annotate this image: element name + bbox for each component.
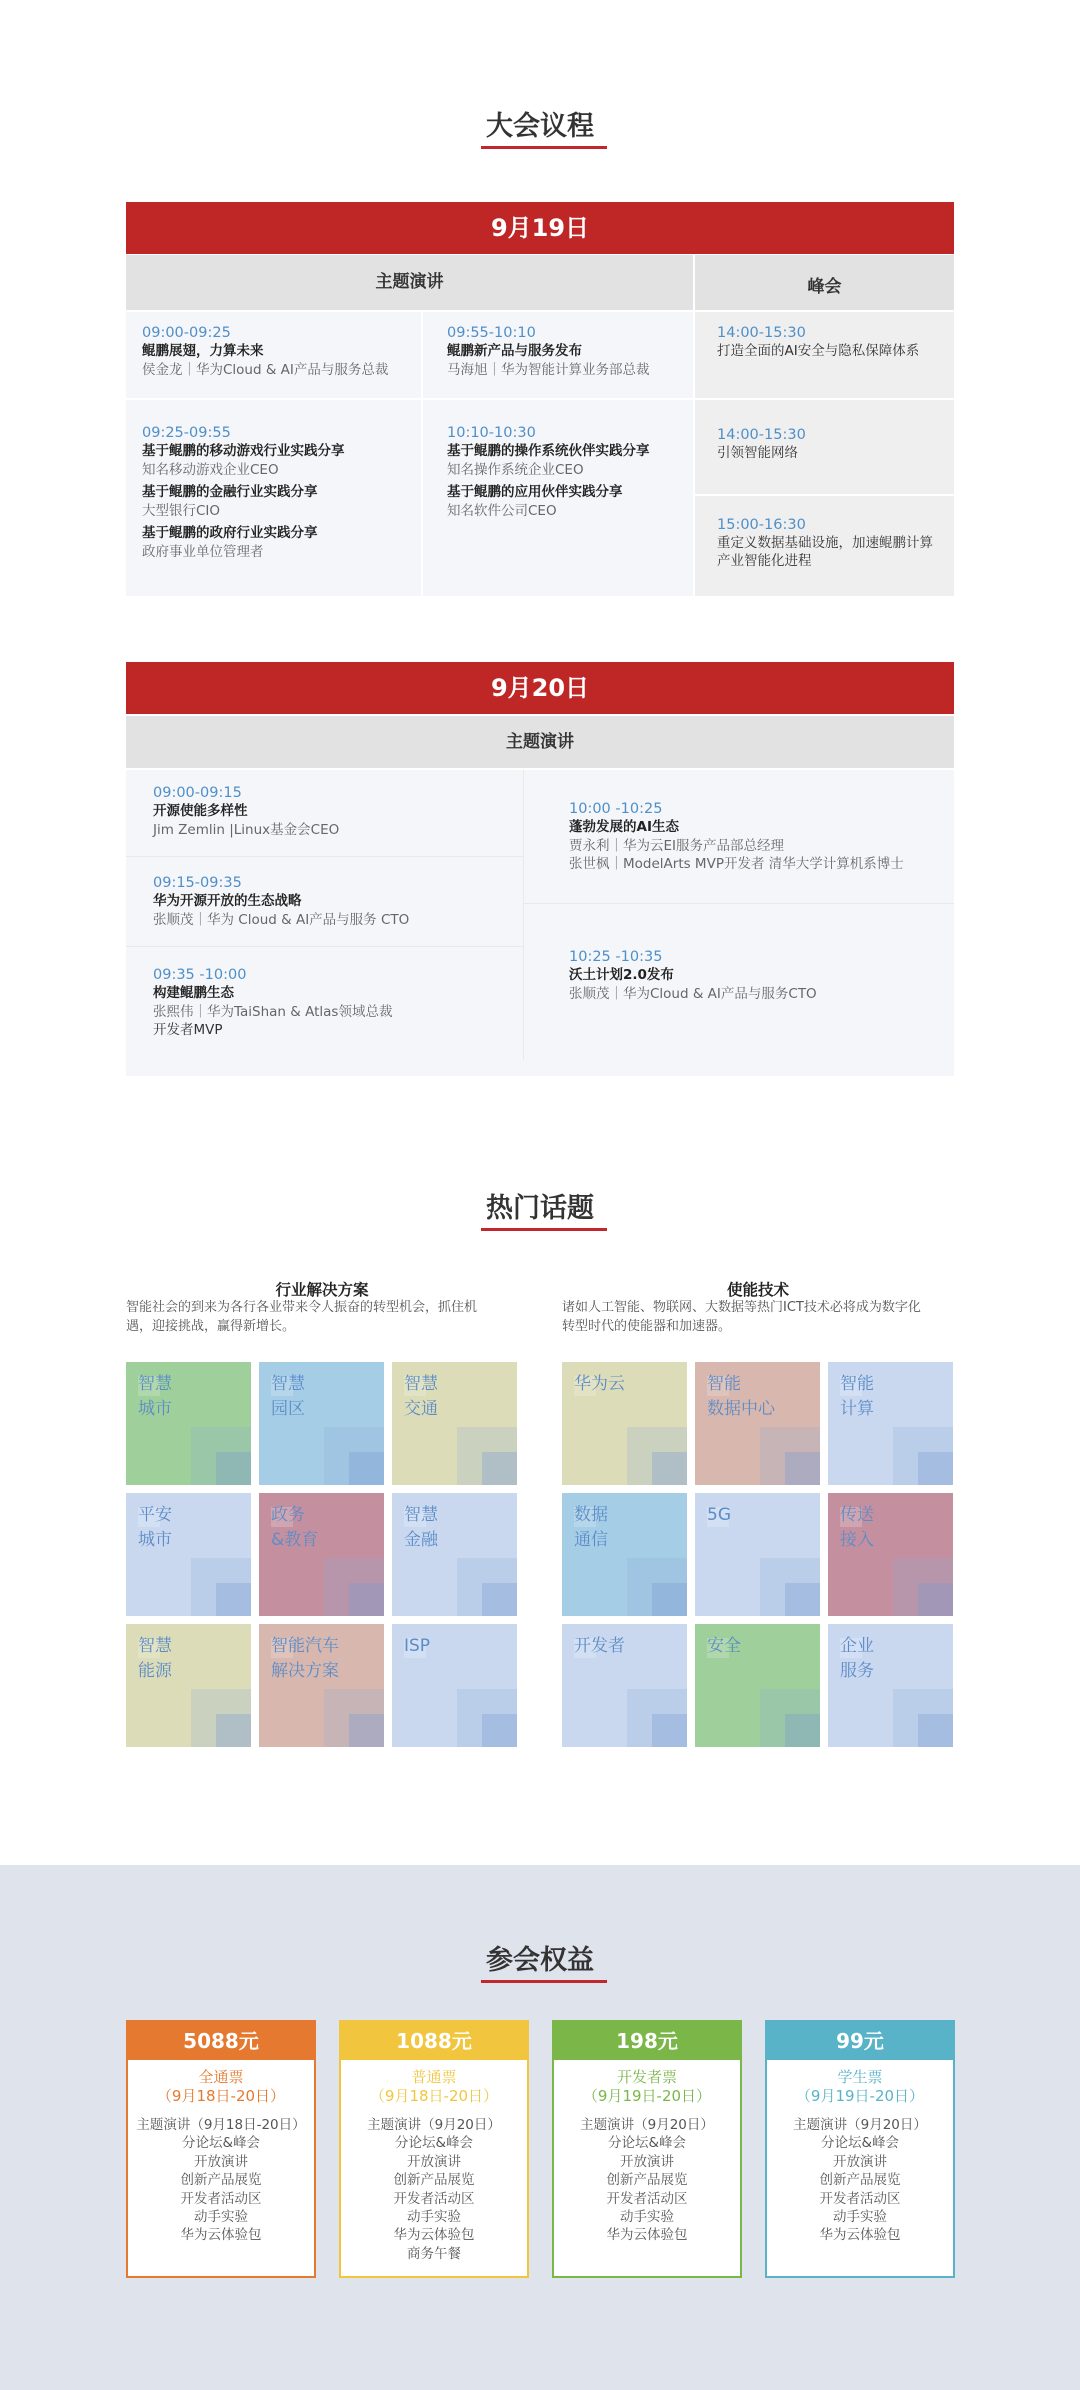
tile-decor bbox=[652, 1452, 687, 1485]
session-topic: 基于鲲鹏的金融行业实践分享 bbox=[142, 484, 318, 500]
tile-label: 华为云 bbox=[574, 1374, 625, 1394]
ticket-dates: （9月19日-20日） bbox=[795, 2087, 925, 2105]
topic-tile[interactable] bbox=[828, 1493, 953, 1616]
session-time: 09:15-09:35 bbox=[153, 875, 242, 891]
tile-label: 智能 数据中心 bbox=[707, 1374, 775, 1419]
day2-session bbox=[569, 948, 817, 1003]
session-topic: 引领智能网络 bbox=[717, 445, 798, 461]
topic-tile[interactable] bbox=[695, 1624, 820, 1747]
ticket-card[interactable] bbox=[552, 2020, 742, 2278]
tile-label: 开发者 bbox=[574, 1636, 625, 1656]
day1-session-cell bbox=[423, 312, 693, 398]
ticket-benefit-item: 创新产品展览 bbox=[819, 2172, 901, 2189]
session-speaker: 开发者MVP bbox=[153, 1022, 223, 1038]
day2-main-col-header: 主题演讲 bbox=[126, 716, 954, 768]
ticket-benefit-item: 开发者活动区 bbox=[606, 2190, 688, 2207]
ticket-benefit-item: 开放演讲 bbox=[407, 2153, 461, 2170]
tile-label: 智慧 交通 bbox=[404, 1374, 438, 1419]
agenda-title: 大会议程 bbox=[486, 111, 594, 142]
session-speaker: 知名操作系统企业CEO bbox=[447, 462, 584, 478]
tile-decor bbox=[918, 1714, 953, 1747]
tile-label: 5G bbox=[707, 1505, 731, 1525]
topic-tile[interactable] bbox=[562, 1624, 687, 1747]
session-speaker: 知名移动游戏企业CEO bbox=[142, 462, 279, 478]
ticket-benefit-item: 创新产品展览 bbox=[393, 2172, 475, 2189]
session-speaker: 贾永利｜华为云EI服务产品部总经理 bbox=[569, 838, 785, 854]
day1-summit-cell bbox=[695, 400, 954, 494]
tile-label: 平安 城市 bbox=[138, 1505, 172, 1550]
ticket-price: 5088元 bbox=[128, 2022, 314, 2060]
session-topic: 基于鲲鹏的应用伙伴实践分享 bbox=[447, 484, 623, 500]
session-speaker: 政府事业单位管理者 bbox=[142, 544, 264, 560]
session-time: 10:00 -10:25 bbox=[569, 801, 663, 817]
ticket-price: 198元 bbox=[554, 2022, 740, 2060]
session-speaker: 大型银行CIO bbox=[142, 503, 221, 519]
day1-session-cell bbox=[423, 400, 693, 596]
tile-decor bbox=[785, 1714, 820, 1747]
ticket-benefits-list bbox=[341, 2116, 527, 2263]
topic-tile[interactable] bbox=[259, 1362, 384, 1485]
enabling-tech-desc: 诸如人工智能、物联网、大数据等热门ICT技术必将成为数字化 转型时代的使能器和加速器。 bbox=[562, 1300, 921, 1334]
benefits-title: 参会权益 bbox=[486, 1945, 594, 1976]
topic-tile[interactable] bbox=[259, 1493, 384, 1616]
ticket-dates: （9月19日-20日） bbox=[582, 2087, 712, 2105]
ticket-card[interactable] bbox=[765, 2020, 955, 2278]
day2-session bbox=[153, 966, 392, 1039]
session-topic: 基于鲲鹏的操作系统伙伴实践分享 bbox=[447, 443, 650, 459]
tile-decor bbox=[216, 1452, 251, 1485]
session-speaker: 知名软件公司CEO bbox=[447, 503, 557, 519]
tile-label: 智能 计算 bbox=[840, 1374, 874, 1419]
tile-decor bbox=[652, 1583, 687, 1616]
ticket-benefits-list bbox=[767, 2116, 953, 2245]
topic-tile[interactable] bbox=[126, 1362, 251, 1485]
tile-decor bbox=[918, 1583, 953, 1616]
tile-decor bbox=[216, 1714, 251, 1747]
day2-divider bbox=[126, 946, 523, 947]
agenda-title-underline bbox=[481, 146, 607, 149]
day2-session bbox=[569, 800, 904, 873]
ticket-benefits-list bbox=[128, 2116, 314, 2245]
tile-decor bbox=[216, 1583, 251, 1616]
session-topic: 产业智能化进程 bbox=[717, 553, 812, 569]
tile-decor bbox=[785, 1583, 820, 1616]
session-topic: 沃土计划2.0发布 bbox=[569, 967, 674, 983]
ticket-benefit-item: 分论坛&峰会 bbox=[820, 2135, 900, 2152]
topic-tile[interactable] bbox=[259, 1624, 384, 1747]
session-topic: 基于鲲鹏的政府行业实践分享 bbox=[142, 525, 318, 541]
ticket-benefit-item: 主题演讲（9月20日） bbox=[580, 2117, 714, 2133]
day2-divider bbox=[126, 856, 523, 857]
tile-label: 企业 服务 bbox=[840, 1636, 874, 1681]
ticket-price: 99元 bbox=[767, 2022, 953, 2060]
session-time: 14:00-15:30 bbox=[717, 427, 806, 443]
tile-label: 政务 &教育 bbox=[271, 1505, 319, 1550]
topic-tile[interactable] bbox=[562, 1493, 687, 1616]
enabling-tech-title: 使能技术 bbox=[726, 1281, 789, 1299]
topics-title: 热门话题 bbox=[486, 1193, 594, 1224]
tile-label: 智能汽车 解决方案 bbox=[271, 1636, 339, 1681]
session-speaker: 张世枫｜ModelArts MVP开发者 清华大学计算机系博士 bbox=[569, 856, 904, 872]
session-topic: 蓬勃发展的AI生态 bbox=[569, 819, 679, 835]
ticket-benefit-item: 动手实验 bbox=[407, 2209, 461, 2226]
tile-label: 传送 接入 bbox=[840, 1505, 874, 1550]
ticket-benefit-item: 商务午餐 bbox=[407, 2245, 461, 2262]
ticket-price: 1088元 bbox=[341, 2022, 527, 2060]
session-time: 14:00-15:30 bbox=[717, 325, 806, 341]
topic-tile[interactable] bbox=[392, 1362, 517, 1485]
topic-tile[interactable] bbox=[126, 1624, 251, 1747]
topic-tile[interactable] bbox=[562, 1362, 687, 1485]
ticket-benefit-item: 开发者活动区 bbox=[180, 2190, 262, 2207]
session-time: 09:55-10:10 bbox=[447, 325, 536, 341]
tile-label: 安全 bbox=[707, 1636, 741, 1656]
day1-summit-col-header: 峰会 bbox=[695, 255, 954, 310]
day2-divider bbox=[524, 903, 954, 904]
day2-session bbox=[153, 784, 339, 839]
ticket-benefit-item: 创新产品展览 bbox=[180, 2172, 262, 2189]
ticket-benefits-list bbox=[554, 2116, 740, 2245]
session-topic: 重定义数据基础设施，加速鲲鹏计算 bbox=[717, 535, 933, 551]
ticket-dates: （9月18日-20日） bbox=[369, 2087, 499, 2105]
tile-label: ISP bbox=[404, 1636, 431, 1656]
benefits-title-underline bbox=[481, 1980, 607, 1983]
session-time: 10:10-10:30 bbox=[447, 425, 536, 441]
ticket-name: 普通票 bbox=[411, 2068, 457, 2086]
session-topic: 打造全面的AI安全与隐私保障体系 bbox=[717, 343, 920, 359]
session-speaker: 马海旭｜华为智能计算业务部总裁 bbox=[447, 362, 650, 378]
session-speaker: Jim Zemlin |Linux基金会CEO bbox=[153, 822, 340, 838]
tile-label: 数据 通信 bbox=[574, 1505, 608, 1550]
session-time: 10:25 -10:35 bbox=[569, 949, 663, 965]
day1-summit-cell bbox=[695, 496, 954, 596]
tile-decor bbox=[918, 1452, 953, 1485]
session-time: 15:00-16:30 bbox=[717, 517, 806, 533]
topics-title-underline bbox=[481, 1228, 607, 1231]
tile-decor bbox=[482, 1452, 517, 1485]
day1-session-cell bbox=[126, 312, 421, 398]
day1-date-header: 9月19日 bbox=[126, 202, 954, 254]
tile-decor bbox=[482, 1583, 517, 1616]
session-topic: 鲲鹏展翅，力算未来 bbox=[142, 343, 264, 359]
ticket-benefit-item: 动手实验 bbox=[833, 2209, 887, 2226]
tile-decor bbox=[349, 1583, 384, 1616]
ticket-benefit-item: 创新产品展览 bbox=[606, 2172, 688, 2189]
solutions-title: 行业解决方案 bbox=[275, 1281, 369, 1299]
day2-divider bbox=[523, 770, 524, 1060]
tile-label: 智慧 城市 bbox=[138, 1374, 172, 1419]
topic-tile[interactable] bbox=[392, 1624, 517, 1747]
ticket-name: 学生票 bbox=[837, 2068, 883, 2086]
ticket-benefit-item: 华为云体验包 bbox=[819, 2227, 901, 2244]
tile-decor bbox=[349, 1714, 384, 1747]
tile-decor bbox=[349, 1452, 384, 1485]
ticket-card[interactable] bbox=[339, 2020, 529, 2278]
session-time: 09:25-09:55 bbox=[142, 425, 231, 441]
day2-session bbox=[153, 874, 409, 929]
ticket-dates: （9月18日-20日） bbox=[156, 2087, 286, 2105]
ticket-benefit-item: 分论坛&峰会 bbox=[607, 2135, 687, 2152]
ticket-name: 开发者票 bbox=[616, 2068, 677, 2086]
solutions-desc: 智能社会的到来为各行各业带来令人振奋的转型机会，抓住机 遇，迎接挑战，赢得新增长。 bbox=[126, 1300, 478, 1334]
day2-date-header: 9月20日 bbox=[126, 662, 954, 714]
ticket-benefit-item: 开放演讲 bbox=[833, 2153, 887, 2170]
ticket-benefit-item: 主题演讲（9月20日） bbox=[367, 2117, 501, 2133]
topic-tile[interactable] bbox=[828, 1624, 953, 1747]
ticket-benefit-item: 主题演讲（9月20日） bbox=[793, 2117, 927, 2133]
ticket-benefit-item: 开放演讲 bbox=[620, 2153, 674, 2170]
ticket-benefit-item: 动手实验 bbox=[620, 2209, 674, 2226]
tile-label: 智慧 金融 bbox=[404, 1505, 438, 1550]
session-time: 09:35 -10:00 bbox=[153, 967, 247, 983]
ticket-benefit-item: 开发者活动区 bbox=[819, 2190, 901, 2207]
tile-label: 智慧 能源 bbox=[138, 1636, 172, 1681]
session-time: 09:00-09:15 bbox=[153, 785, 242, 801]
session-speaker: 侯金龙｜华为Cloud & AI产品与服务总裁 bbox=[142, 362, 389, 378]
session-topic: 鲲鹏新产品与服务发布 bbox=[447, 343, 582, 359]
ticket-benefit-item: 分论坛&峰会 bbox=[181, 2135, 261, 2152]
ticket-benefit-item: 动手实验 bbox=[194, 2209, 248, 2226]
topic-tile[interactable] bbox=[126, 1493, 251, 1616]
day1-session-cell bbox=[126, 400, 421, 596]
ticket-benefit-item: 华为云体验包 bbox=[606, 2227, 688, 2244]
ticket-benefit-item: 开发者活动区 bbox=[393, 2190, 475, 2207]
session-topic: 开源使能多样性 bbox=[153, 803, 248, 819]
ticket-benefit-item: 华为云体验包 bbox=[393, 2227, 475, 2244]
tile-decor bbox=[652, 1714, 687, 1747]
ticket-benefit-item: 开放演讲 bbox=[194, 2153, 248, 2170]
ticket-benefit-item: 华为云体验包 bbox=[180, 2227, 262, 2244]
ticket-benefit-item: 主题演讲（9月18日-20日） bbox=[136, 2117, 306, 2133]
tile-decor bbox=[482, 1714, 517, 1747]
tile-decor bbox=[785, 1452, 820, 1485]
ticket-card[interactable] bbox=[126, 2020, 316, 2278]
topic-tile[interactable] bbox=[828, 1362, 953, 1485]
topic-tile[interactable] bbox=[695, 1493, 820, 1616]
session-speaker: 张顺茂｜华为Cloud & AI产品与服务CTO bbox=[569, 986, 817, 1002]
session-topic: 基于鲲鹏的移动游戏行业实践分享 bbox=[142, 443, 345, 459]
tile-label: 智慧 园区 bbox=[271, 1374, 305, 1419]
day1-main-col-header: 主题演讲 bbox=[126, 255, 693, 310]
session-topic: 构建鲲鹏生态 bbox=[153, 985, 234, 1001]
topic-tile[interactable] bbox=[392, 1493, 517, 1616]
session-speaker: 张熙伟｜华为TaiShan & Atlas领域总裁 bbox=[153, 1004, 393, 1020]
day1-summit-cell bbox=[695, 312, 954, 398]
ticket-name: 全通票 bbox=[198, 2068, 244, 2086]
topic-tile[interactable] bbox=[695, 1362, 820, 1485]
ticket-benefit-item: 分论坛&峰会 bbox=[394, 2135, 474, 2152]
session-speaker: 张顺茂｜华为 Cloud & AI产品与服务 CTO bbox=[153, 912, 410, 928]
session-topic: 华为开源开放的生态战略 bbox=[153, 893, 302, 909]
session-time: 09:00-09:25 bbox=[142, 325, 231, 341]
